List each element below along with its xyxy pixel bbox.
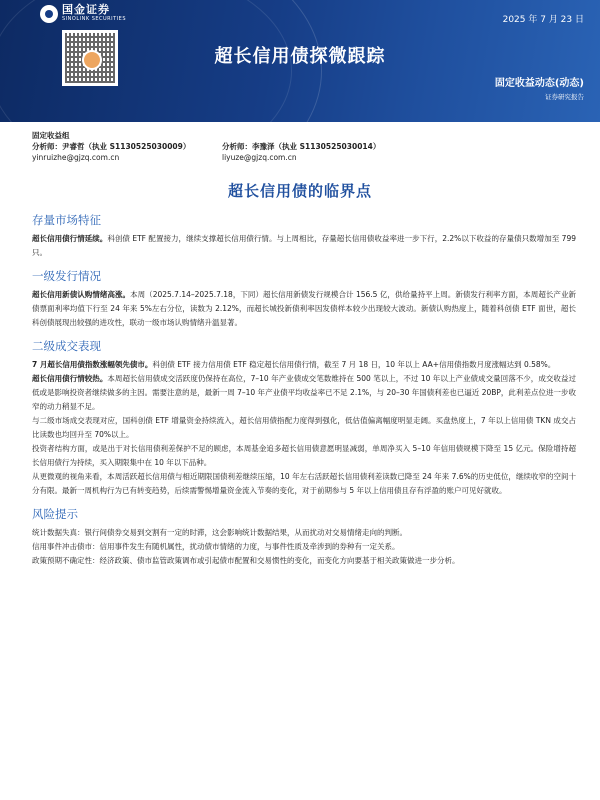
paragraph: [32, 554, 576, 568]
author-block: [32, 130, 380, 163]
paragraph-text: 科创债 ETF 接力信用债 ETF 稳定超长信用债行情，截至 7 月 18 日，10 年以上 AA+信用债指数月度涨幅达到 0.58%。: [152, 360, 556, 369]
paragraph: [32, 526, 576, 540]
report-type: 固定收益动态(动态): [494, 78, 584, 89]
analyst-label: 分析师：: [32, 142, 62, 151]
paragraph: [32, 470, 576, 498]
paragraph-text: 从更微观的视角来看，本周活跃超长信用债与相近期限国债利差继续压缩，10 年左右活跃超长信用债利差读数已降至 24 年来 7.6%的历史低位，继续收窄的空间十分有限。最新一周机构行为已有转变趋势，后续需警惕增量资金流入节奏的变化，对于前期参与 5 年以上信用债且存有浮盈的账户可见好就收。: [32, 472, 576, 495]
analyst-email[interactable]: liyuze@gjzq.com.cn: [222, 153, 297, 162]
section-heading: 二级成交表现: [32, 339, 101, 353]
paragraph-text: 与二级市场成交表现对应，国科创债 ETF 增量资金持续流入，超长信用债指配力度得到强化，低估值偏离幅度明显走阔。买盘热度上，7 年以上信用债 TKN 成交占比读数也均回升至 70%以上。: [32, 416, 576, 439]
report-body: [32, 212, 576, 568]
paragraph: [32, 442, 576, 470]
section-heading: 存量市场特征: [32, 213, 101, 227]
research-group: 固定收益组: [32, 131, 70, 140]
section-heading: 风险提示: [32, 507, 78, 521]
analyst-label: 分析师：: [222, 142, 252, 151]
paragraph-text: 信用事件冲击债市：信用事件发生有随机属性，扰动债市情绪的力度，与事件性质及牵涉到的券种有一定关系。: [32, 542, 400, 551]
lead-sentence: 超长信用债行情延续。: [32, 234, 108, 243]
paragraph: [32, 414, 576, 442]
lead-sentence: 超长信用新债认购情绪高涨。: [32, 290, 131, 299]
paragraph-text: 政策预期不确定性：经济政策、债市监管政策调布或引起债市配置和交易惯性的变化，而变化方向要基于相关政策做进一步分析。: [32, 556, 460, 565]
logo-icon: [40, 5, 58, 23]
brand-logo: [40, 4, 126, 23]
paragraph: [32, 372, 576, 414]
lead-sentence: 超长信用债行情较热。: [32, 374, 108, 383]
logo-name-cn: 国金证券: [62, 3, 110, 16]
paragraph: [32, 358, 576, 372]
paragraph-text: 科创债 ETF 配置接力，继续支撑超长信用债行情。与上周相比，存量超长信用债收益率进一步下行，2.2%以下收益的存量债只数增加至 799 只。: [32, 234, 576, 257]
report-series-title: 超长信用债探微跟踪: [214, 46, 386, 67]
analyst-email[interactable]: yinruizhe@gjzq.com.cn: [32, 153, 120, 162]
analyst-name: 李豫泽（执业 S1130525030014）: [252, 142, 381, 151]
lead-sentence: 7 月超长信用债指数涨幅领先债市。: [32, 360, 153, 369]
paragraph: [32, 288, 576, 330]
paragraph: [32, 540, 576, 554]
report-date: 2025 年 7 月 23 日: [502, 15, 584, 25]
report-header: [0, 0, 600, 122]
document-title: 超长信用债的临界点: [227, 182, 372, 200]
paragraph-text: 本周超长信用债成交活跃度仍保持在高位，7–10 年产业债成交笔数维持在 500 笔以上，不过 10 年以上产业债成交量回落不少，成交收益过低或是影响投资者继续做多的主因。需要注意的是，最新一周 7–10 年产业债平均收益率已不足 2.1%，与 20–30 年国债利差也已逼近 20BP，此利差点位进一步收窄的动力稍显不足。: [32, 374, 577, 411]
logo-name-en: SINOLINK SECURITIES: [62, 16, 126, 22]
section-primary-issuance: [32, 268, 576, 330]
paragraph-text: 统计数据失真：银行间债券交易到交割有一定的时滞，这会影响统计数据结果，从而扰动对交易情绪走向的判断。: [32, 528, 407, 537]
paragraph: [32, 232, 576, 260]
paragraph-text: 投资者结构方面，或是出于对长信用债利差保护不足的顾虑，本周基金追多超长信用债意愿明显减弱，单周净买入 5–10 年信用债规模下降至 15 亿元。保险增持超长信用债行为持续，买入期限集中在 10 年以下品种。: [32, 444, 576, 467]
paragraph-text: 本周（2025.7.14–2025.7.18，下同）超长信用新债发行规模合计 156.5 亿，供给量持平上周。新债发行利率方面，本周超长产业新债票面利率均值下行至 24 年来 5%左右分位，读数为 2.12%，而超长城投新债利率因发债样本较少出现较大波动。新债认购热度上，随着科创债 ETF 面世，超长科创债展现出较强的进攻性，联动一级市场认购情绪升温显著。: [32, 290, 576, 327]
section-inventory: [32, 212, 576, 260]
analyst-name: 尹睿哲（执业 S1130525030009）: [62, 142, 191, 151]
section-risk-warning: [32, 506, 576, 568]
report-category: 证券研究报告: [545, 93, 584, 101]
section-secondary-trading: [32, 338, 576, 498]
section-heading: 一级发行情况: [32, 269, 101, 283]
